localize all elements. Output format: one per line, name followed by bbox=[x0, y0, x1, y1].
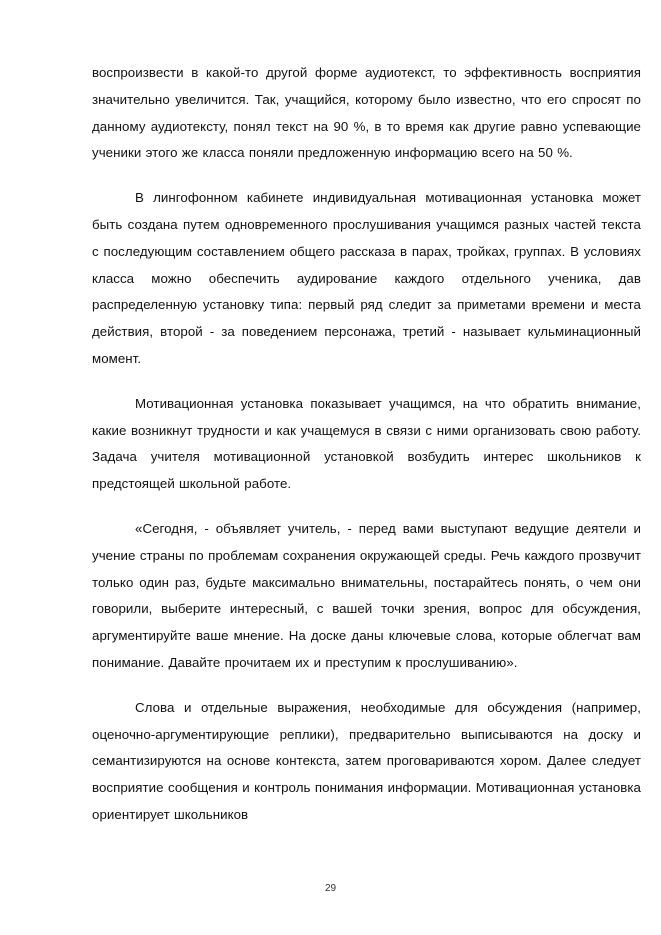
paragraph-teacher-quote: «Сегодня, - объявляет учитель, - перед вами выступают ведущие деятели и учение страны по проблемам сохранения окружающей среды. Речь каждого прозвучит только один раз, будьте максимально внимательны, постарайтесь понять, о чем они говорили, выберите интересный, с вашей точки зрения, вопрос для обсуждения, аргументируйте ваше мнение. На доске даны ключевые слова, которые облегчат вам понимание. Давайте прочитаем их и преступим к прослушиванию». bbox=[92, 520, 641, 670]
paragraph-vocabulary: Слова и отдельные выражения, необходимые для обсуждения (например, оценочно-аргументирующие реплики), предварительно выписываются на доску и семантизируются на основе контекста, затем проговариваются хором. Далее следует восприятие сообщения и контроль понимания информации. Мотивационная установка ориентирует школьников bbox=[92, 699, 641, 822]
page-number: 29 bbox=[324, 883, 337, 894]
paragraph-continuation: воспроизвести в какой-то другой форме аудиотекст, то эффективность восприятия значительно увеличится. Так, учащийся, которому было известно, что его спросят по данному аудиотексту, понял текст на 90 %, в то время как другие равно успевающие ученики этого же класса поняли предложенную информацию всего на 50 %. bbox=[92, 65, 641, 161]
paragraph-linguaphone-cabinet: В лингофонном кабинете индивидуальная мотивационная установка может быть создана путем одновременного прослушивания учащимся разных частей текста с последующим составлением общего рассказа в парах, тройках, группах. В условиях класса можно обеспечить аудирование каждого отдельного ученика, дав распределенную установку типа: первый ряд следит за приметами времени и места действия, второй - за поведением персонажа, третий - называет кульминационный момент. bbox=[92, 190, 641, 366]
document-page bbox=[92, 60, 641, 847]
paragraph-motivational-setup: Мотивационная установка показывает учащимся, на что обратить внимание, какие возникнут трудности и как учащемуся в связи с ними организовать свою работу. Задача учителя мотивационной установкой возбудить интерес школьников к предстоящей школьной работе. bbox=[92, 395, 641, 492]
